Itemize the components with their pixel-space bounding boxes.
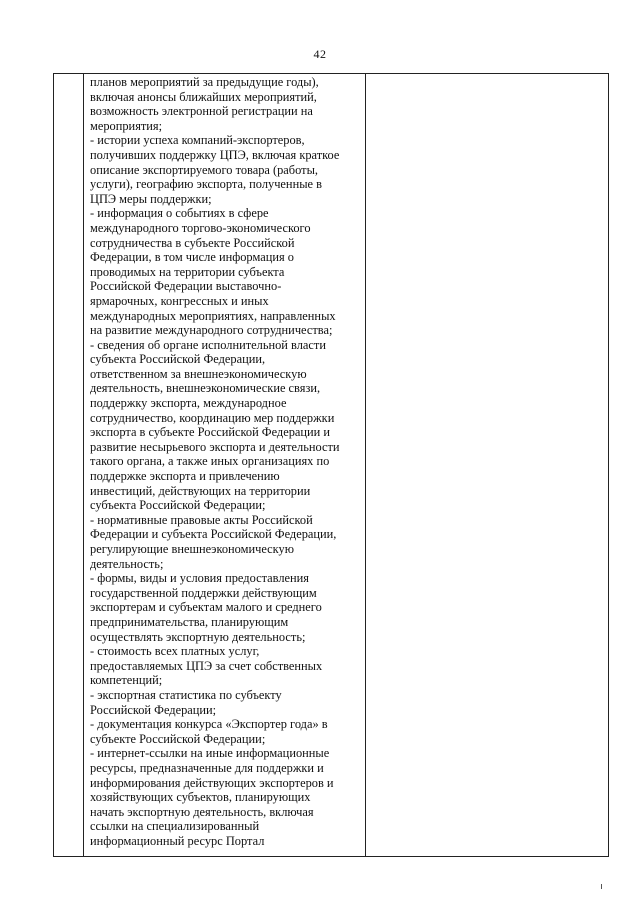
text-line: осуществлять экспортную деятельность; xyxy=(90,629,306,644)
text-line: возможность электронной регистрации на xyxy=(90,104,313,119)
text-line: международного торгово-экономического xyxy=(90,220,311,235)
text-line: международных мероприятиях, направленных xyxy=(90,308,336,323)
scan-artifact xyxy=(601,884,602,889)
text-line: субъекте Российской Федерации; xyxy=(90,731,266,746)
text-line: сотрудничество, координацию мер поддержки xyxy=(90,410,335,425)
text-line: - истории успеха компаний-экспортеров, xyxy=(90,133,305,148)
text-line: предпринимательства, планирующим xyxy=(90,614,289,629)
text-line: поддержку экспорта, международное xyxy=(90,396,287,411)
text-line: сотрудничества в субъекте Российской xyxy=(90,235,295,250)
text-line: регулирующие внешнеэкономическую xyxy=(90,542,294,556)
text-line: описание экспортируемого товара (работы, xyxy=(90,162,318,177)
document-table xyxy=(53,73,609,857)
text-line: экспортерам и субъектам малого и среднего xyxy=(90,600,322,615)
text-line: ярмарочных, конгрессных и иных xyxy=(90,293,269,308)
text-line: Федерации и субъекта Российской Федерации, xyxy=(90,527,337,542)
text-line: мероприятия; xyxy=(90,118,163,133)
text-line: поддержке экспорта и привлечению xyxy=(90,469,280,484)
text-line: информирования действующих экспортеров и xyxy=(90,775,334,790)
text-line: - документация конкурса «Экспортер года» в xyxy=(90,717,328,732)
text-line: информационный ресурс Портал xyxy=(90,833,265,848)
text-line: компетенций; xyxy=(90,673,163,688)
text-line: ответственном за внешнеэкономическую xyxy=(90,366,307,381)
column-divider-right xyxy=(365,74,366,856)
text-line: - экспортная статистика по субъекту xyxy=(90,687,282,702)
text-line: - информация о событиях в сфере xyxy=(90,206,269,221)
text-line: хозяйствующих субъектов, планирующих xyxy=(90,790,311,805)
text-line: субъекта Российской Федерации; xyxy=(90,498,266,513)
text-line: Федерации, в том числе информация о xyxy=(90,250,294,265)
text-line: деятельность; xyxy=(90,556,164,571)
text-line: - стоимость всех платных услуг, xyxy=(90,644,260,659)
text-line: начать экспортную деятельность, включая xyxy=(90,804,314,819)
text-line: развитие несырьевого экспорта и деятельности xyxy=(90,439,340,454)
text-line: ресурсы, предназначенные для поддержки и xyxy=(90,760,324,775)
text-line: ссылки на специализированный xyxy=(90,819,260,834)
text-line: получивших поддержку ЦПЭ, включая краткое xyxy=(90,147,340,162)
text-line: субъекта Российской Федерации, xyxy=(90,352,266,367)
text-line: инвестиций, действующих на территории xyxy=(90,483,311,498)
text-line: услуги), географию экспорта, полученные в xyxy=(90,177,322,192)
text-line: экспорта в субъекте Российской Федерации и xyxy=(90,425,331,440)
column-divider-left xyxy=(83,74,84,856)
text-line: такого органа, а также иных организациях по xyxy=(90,454,330,469)
text-line: деятельность, внешнеэкономические связи, xyxy=(90,381,321,396)
content-cell xyxy=(90,75,362,848)
text-line: - интернет-ссылки на иные информационные xyxy=(90,746,330,761)
text-line: ЦПЭ меры поддержки; xyxy=(90,191,212,206)
text-line: - сведения об органе исполнительной власти xyxy=(90,337,326,352)
text-line: предоставляемых ЦПЭ за счет собственных xyxy=(90,658,323,673)
text-line: - формы, виды и условия предоставления xyxy=(90,571,309,586)
text-line: планов мероприятий за предыдущие годы), xyxy=(90,75,319,89)
text-line: проводимых на территории субъекта xyxy=(90,264,285,279)
text-line: на развитие международного сотрудничества; xyxy=(90,323,333,338)
text-line: Российской Федерации; xyxy=(90,702,217,717)
text-line: включая анонсы ближайших мероприятий, xyxy=(90,89,317,104)
page-number: 42 xyxy=(313,47,327,61)
text-line: - нормативные правовые акты Российской xyxy=(90,512,313,527)
text-line: Российской Федерации выставочно- xyxy=(90,279,282,294)
text-line: государственной поддержки действующим xyxy=(90,585,317,600)
